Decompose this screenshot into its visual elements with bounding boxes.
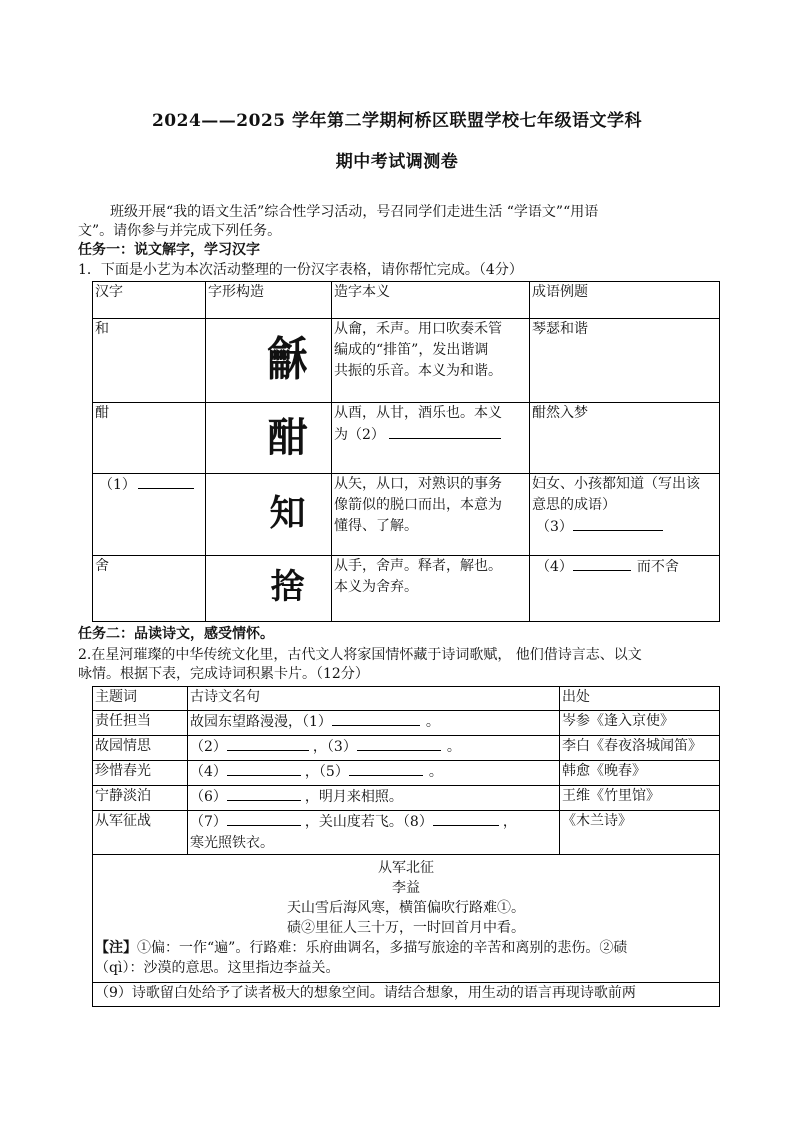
verse-text: （2） [190, 739, 227, 755]
source-cell: 王维《竹里馆》 [560, 786, 720, 811]
idiom-cell: 酣然入梦 [530, 403, 720, 474]
verse-text: （7） [190, 814, 227, 830]
exam-title-line1: 2024——2025 学年第二学期柯桥区联盟学校七年级语文学科 [151, 111, 643, 131]
char-cell [93, 474, 206, 556]
idiom-cell [530, 556, 720, 622]
verse-text: （4） [190, 764, 227, 780]
idiom-cell [530, 474, 720, 556]
idiom-cell: 琴瑟和谐 [530, 319, 720, 403]
question-row [93, 983, 720, 1007]
verse-cell [188, 786, 560, 811]
verse-text: 故园东望路漫漫，（1） [190, 714, 332, 730]
note-label: 【注】 [95, 940, 137, 956]
table-row [93, 711, 720, 736]
meaning-line: 从酉，从甘，酒乐也。本义 [334, 405, 502, 421]
poetry-table-header [93, 687, 720, 711]
idiom-prefix: （4） [536, 559, 573, 575]
meaning-line: 编成的“排笛”，发出谐调 [334, 342, 489, 358]
meaning-line: 共振的乐音。本义为和谐。 [334, 363, 502, 379]
header-cell: 成语例题 [530, 282, 720, 319]
verse-text: 。 [428, 764, 443, 780]
theme-cell: 故园情思 [93, 736, 188, 761]
idiom-line: 意思的成语） [532, 497, 616, 513]
idiom-suffix: 而不舍 [636, 559, 679, 575]
glyph-cell [206, 403, 332, 474]
header-cell: 出处 [560, 687, 720, 711]
question-9: （9）诗歌留白处给予了读者极大的想象空间。请结合想象，用生动的语言再现诗歌前两 [93, 983, 720, 1007]
idiom-line: （3） [536, 519, 573, 535]
task2-heading: 任务二：品读诗文，感受情怀。 [78, 626, 274, 642]
verse-text: （6） [190, 789, 227, 805]
ancient-glyph: 捨 [270, 566, 305, 607]
meaning-cell [332, 556, 530, 622]
hanzi-table [92, 281, 720, 622]
poetry-table [92, 686, 720, 1007]
verse-text: 。 [425, 714, 440, 730]
ancient-glyph: 知 [269, 491, 306, 534]
note-text: ①偏：一作“遍”。行路难：乐府曲调名，多描写旅途的辛苦和离别的悲伤。②碛 [137, 940, 628, 956]
meaning-cell [332, 474, 530, 556]
table-row [93, 319, 720, 403]
meaning-answer-line [334, 424, 527, 446]
meaning-line: 从矢，从口，对熟识的事务 [334, 476, 502, 492]
verse-cell [188, 811, 560, 855]
meaning-line: 像箭似的脱口而出，本意为 [334, 497, 502, 513]
char-text: 和 [95, 321, 109, 337]
exam-title-line2: 期中考试调测卷 [335, 152, 459, 172]
question-2-line2: 咏情。根据下表，完成诗词积累卡片。（12分） [78, 666, 369, 682]
source-cell: 韩愈《晚春》 [560, 761, 720, 786]
table-row [93, 556, 720, 622]
poem-title: 从军北征 [378, 860, 434, 876]
poem-note: （qì）：沙漠的意思。这里指边李益关。 [95, 960, 340, 976]
task1-heading: 任务一：说文解字，学习汉字 [78, 242, 260, 258]
verse-text: ，（5） [304, 764, 349, 780]
verse-cell [188, 761, 560, 786]
verse-text: 。 [446, 739, 461, 755]
header-cell: 字形构造 [206, 282, 332, 319]
meaning-line: 懂得、了解。 [334, 518, 418, 534]
verse-text: ，明月来相照。 [304, 789, 403, 805]
answer-blank-p3[interactable] [357, 736, 441, 751]
table-row [93, 811, 720, 855]
glyph-cell [206, 556, 332, 622]
char-cell [93, 556, 206, 622]
verse-cell [188, 711, 560, 736]
meaning-line: 本义为舍弃。 [334, 579, 418, 595]
poem-row [93, 855, 720, 983]
intro-line1: 班级开展“我的语文生活”综合性学习活动，号召同学们走进生活 “学语文”“用语 [110, 204, 599, 220]
verse-line [190, 811, 557, 833]
header-cell: 古诗文名句 [188, 687, 560, 711]
answer-blank-3[interactable] [573, 516, 663, 531]
theme-cell: 珍惜春光 [93, 761, 188, 786]
hanzi-table-header [93, 282, 720, 319]
ancient-glyph: 龢 [267, 331, 308, 387]
theme-cell: 宁静淡泊 [93, 786, 188, 811]
answer-blank-p5[interactable] [349, 761, 423, 776]
idiom-line: 妇女、小孩都知道（写出该 [532, 476, 700, 492]
verse-text: ，关山度若飞。（8） [304, 814, 433, 830]
poem-note [95, 938, 717, 958]
header-cell: 汉字 [93, 282, 206, 319]
verse-text: ， [502, 814, 517, 830]
source-cell: 李白《春夜洛城闻笛》 [560, 736, 720, 761]
table-row [93, 736, 720, 761]
question-2-line1: 2.在星河璀璨的中华传统文化里，古代文人将家国情怀藏于诗词歌赋， 他们借诗言志、以文 [78, 647, 642, 663]
glyph-cell [206, 474, 332, 556]
source-cell: 岑参《逢入京使》 [560, 711, 720, 736]
meaning-cell [332, 319, 530, 403]
answer-blank-4[interactable] [573, 556, 631, 571]
answer-blank-p4[interactable] [227, 761, 301, 776]
header-cell: 主题词 [93, 687, 188, 711]
table-row [93, 761, 720, 786]
answer-blank-p8[interactable] [433, 811, 499, 826]
theme-cell: 从军征战 [93, 811, 188, 855]
char-cell [93, 319, 206, 403]
table-row [93, 786, 720, 811]
meaning-cell [332, 403, 530, 474]
ancient-glyph: 酣 [267, 413, 308, 461]
intro-line2: 文”。请你参与并完成下列任务。 [78, 223, 282, 239]
char-text: 舍 [95, 558, 109, 574]
table-row [93, 403, 720, 474]
char-text: 酣 [95, 405, 109, 421]
header-cell: 造字本义 [332, 282, 530, 319]
answer-blank-2[interactable] [389, 424, 501, 439]
char-cell [93, 403, 206, 474]
meaning-line: 为（2） [334, 427, 385, 443]
meaning-line: 从龠，禾声。用口吹奏禾管 [334, 321, 502, 337]
poem-author: 李益 [392, 880, 420, 896]
glyph-cell [206, 319, 332, 403]
answer-blank-p7[interactable] [227, 811, 301, 826]
answer-blank-1[interactable] [138, 474, 194, 489]
verse-cell [188, 736, 560, 761]
meaning-line: 从手，舍声。释者，解也。 [334, 558, 502, 574]
question-1: 1．下面是小艺为本次活动整理的一份汉字表格，请你帮忙完成。（4分） [78, 262, 523, 278]
poem-line: 天山雪后海风寒，横笛偏吹行路难①。 [287, 900, 525, 916]
idiom-answer-line [532, 516, 717, 538]
poem-line: 碛②里征人三十万，一时回首月中看。 [287, 920, 525, 936]
answer-blank-p6[interactable] [227, 786, 301, 801]
answer-blank-p1[interactable] [332, 711, 420, 726]
table-row [93, 474, 720, 556]
char-text: （1） [99, 477, 136, 493]
verse-line: 寒光照铁衣。 [190, 835, 274, 851]
verse-text: ，（3） [312, 739, 357, 755]
poem-cell [93, 855, 720, 983]
theme-cell: 责任担当 [93, 711, 188, 736]
source-cell: 《木兰诗》 [560, 811, 720, 855]
answer-blank-p2[interactable] [227, 736, 309, 751]
